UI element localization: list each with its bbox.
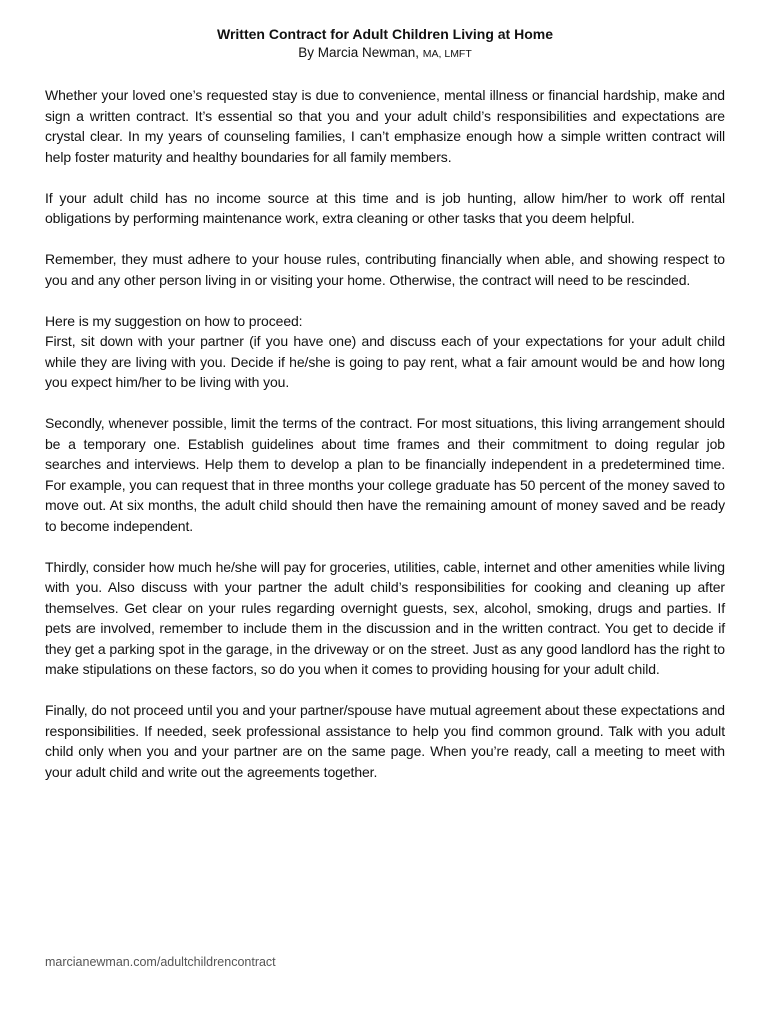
paragraph-income: If your adult child has no income source at this time and is job hunting, allow him/her to work off rental obligations by performing maintenance work, extra cleaning or other tasks that you deem helpful. — [45, 189, 725, 226]
author-credentials: MA, LMFT — [422, 48, 472, 60]
suggestion-first-step: First, sit down with your partner (if you have one) and discuss each of your expectations for your adult child while they are living with you. Decide if he/she is going to pay rent, what a fair amount would be and how long you expect him/her to be living with you. — [45, 333, 725, 390]
paragraph-house-rules: Remember, they must adhere to your house rules, contributing financially when able, and showing respect to you and any other person living in or visiting your home. Otherwise, the contract will need to be rescinded. — [45, 251, 725, 288]
paragraph-final-step: Finally, do not proceed until you and your partner/spouse have mutual agreement about these expectations and responsibilities. If needed, seek professional assistance to help you find common ground. Talk with you adult child only when you and your partner are on the same page. When you’re ready, call a meeting to meet with your adult child and write out the agreements together. — [45, 702, 725, 780]
document-title: Written Contract for Adult Children Living at Home — [217, 26, 553, 42]
paragraph-suggestion — [45, 311, 725, 393]
document-body — [45, 85, 725, 803]
paragraph-second-step: Secondly, whenever possible, limit the terms of the contract. For most situations, this living arrangement should be a temporary one. Establish guidelines about time frames and their commitment to doing regular job searches and interviews. Help them to develop a plan to be financially independent in a predetermined time. For example, you can request that in three months your college graduate has 50 percent of the money saved to move out. At six months, the adult child should then have the remaining amount of money saved and be ready to become independent. — [45, 415, 725, 534]
paragraph-third-step: Thirdly, consider how much he/she will pay for groceries, utilities, cable, internet and other amenities while living with you. Also discuss with your partner the adult child’s responsibilities for cooking and cleaning up after themselves. Get clear on your rules regarding overnight guests, sex, alcohol, smoking, drugs and parties. If pets are involved, remember to include them in the discussion and in the written contract. You get to decide if they get a parking spot in the garage, in the driveway or on the street. Just as any good landlord has the right to make stipulations on these factors, so do you when it comes to providing housing for your adult child. — [45, 558, 725, 677]
suggestion-intro: Here is my suggestion on how to proceed: — [45, 312, 303, 329]
author-byline — [0, 44, 770, 63]
footer-url[interactable]: marcianewman.com/adultchildrencontract — [45, 955, 276, 969]
author-name: By Marcia Newman, — [298, 45, 423, 60]
paragraph-intro: Whether your loved one’s requested stay is due to convenience, mental illness or financial hardship, make and sign a written contract. It’s essential so that you and your adult child’s responsibilities and expectations are crystal clear. In my years of counseling families, I can’t emphasize enough how a simple written contract will help foster maturity and healthy boundaries for all family members. — [45, 87, 725, 165]
